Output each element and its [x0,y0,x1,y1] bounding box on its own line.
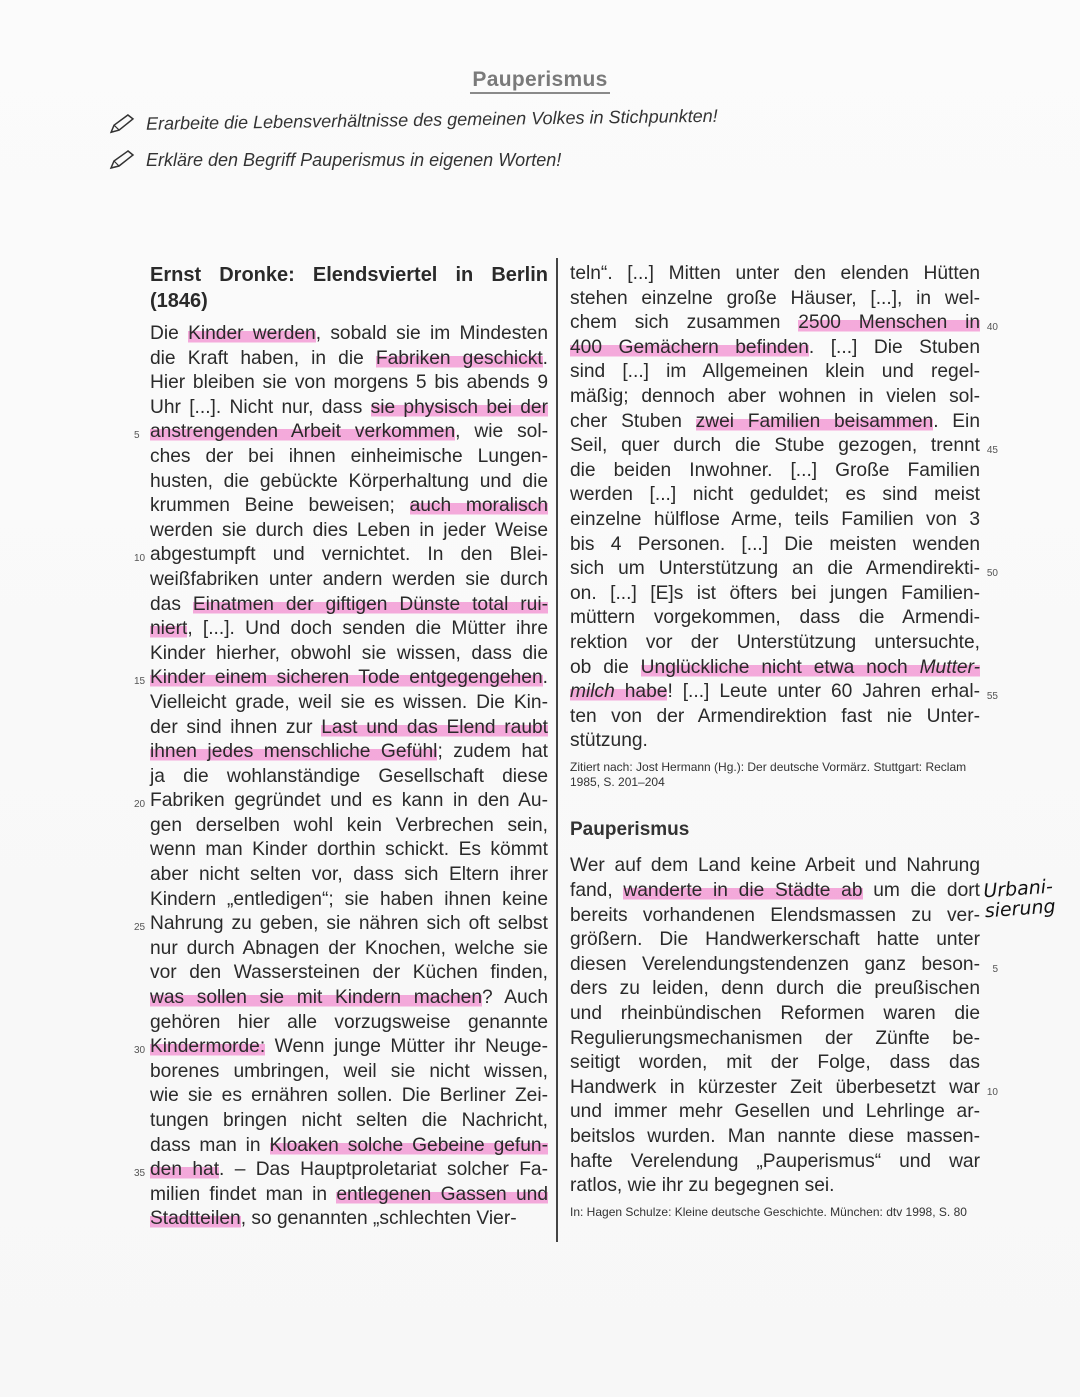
highlighted-text: wanderte in die Städte ab [623,879,863,901]
text-segment: milien findet man in [150,1183,337,1205]
text-line [570,483,980,508]
line-number: 25 [134,922,146,934]
text-segment: Wer auf dem Land keine Arbeit und Nahrung [570,855,980,877]
highlighted-text: anstrengenden Arbeit verkommen [150,421,456,443]
text-segment: abgestumpft und vernichtet. In den Blei- [150,544,548,566]
highlighted-text: habe [614,681,668,703]
highlighted-text: Unglückliche nicht etwa noch [640,656,920,678]
text-segment: Kinder hierher, obwohl sie wissen, dass die [150,642,548,664]
text-line [570,1051,980,1076]
line-number: 40 [986,322,998,334]
text-segment: . [542,667,548,689]
text-line [134,1158,548,1183]
text-line [570,1076,998,1101]
text-line [150,740,548,765]
text-line [150,1011,548,1036]
text-segment: sind [...] im Allgemeinen klein und regel- [570,361,980,383]
source-text-right-column [570,262,998,1220]
text-segment: ob die [570,656,641,678]
text-segment: und rheinbündischen Reformen waren die [570,1002,980,1024]
text-segment: stehen einzelne große Häuser, [...], in wel- [570,287,980,309]
text-line [570,953,998,978]
text-line [150,1109,548,1134]
text-line [150,838,548,863]
text-line [150,691,548,716]
text-line [150,1207,548,1232]
text-segment: on. [...] [E]s ist öfters bei jungen Familien- [570,582,980,604]
text-line [570,1002,980,1027]
text-line [570,434,998,459]
text-segment: Wenn junge Mütter ihr Neuge- [265,1036,548,1058]
text-segment: weißfabriken unter andern werden sie durch [150,568,548,590]
text-line [150,396,548,421]
text-line [570,557,998,582]
text-segment: Hier bleiben sie von morgens 5 bis abends 9 [150,372,548,394]
text-segment: Kindern „entledigen“; sie haben ihnen keine [150,888,548,910]
line-number: 5 [992,963,998,975]
text-line [570,631,980,656]
text-line [570,582,980,607]
text-segment: Nahrung zu geben, sie nähren sich oft selbst [150,913,548,935]
text-segment: nur durch Abnagen der Knochen, welche sie [150,937,548,959]
text-line [150,1084,548,1109]
text-line [570,656,980,681]
text-segment: sich um Unterstützung an die Armendirekti- [570,558,980,580]
text-line [150,617,548,642]
text-line [570,904,980,929]
text-line [150,347,548,372]
line-number: 20 [134,799,146,811]
text-segment: einzelne hülflose Arme, teils Familien von 3 [570,508,980,530]
column-divider [556,258,558,1242]
text-segment: rektion vor der Unterstützung untersuchte, [570,631,980,653]
highlighted-text: auch moralisch [409,495,548,517]
text-segment: Handwerk in kürzester Zeit überbesetzt war [570,1076,980,1098]
text-line [134,543,548,568]
text-line [150,642,548,667]
text-segment: werden sie durch dies Leben in jeder Weise [150,519,548,541]
highlighted-text: Fabriken geschickt [375,347,543,369]
handwritten-note: Urbani-sierung [982,875,1057,923]
definition-heading: Pauperismus [570,818,690,840]
text-segment: hafte Verelendung „Pauperismus“ und war [570,1150,980,1172]
text-segment: die Kraft haben, in die [150,347,376,369]
text-line [570,705,980,730]
text-segment: ? Auch [482,987,548,1009]
source-citation: Zitiert nach: Jost Hermann (Hg.): Der deutsche Vormärz. Stuttgart: Reclam 1985, S. 201–204 [570,759,967,789]
text-segment: ten von der Armendirektion fast nie Unter- [570,705,980,727]
text-segment: ja die wohlanständige Gesellschaft diese [150,765,548,787]
text-segment: chem sich zusammen [570,312,799,334]
text-line [570,854,980,879]
text-line [570,928,980,953]
text-line [150,470,548,495]
text-segment: husten, die gebückte Körperhaltung und die [150,470,548,492]
text-line [570,879,980,904]
line-number: 55 [986,691,998,703]
source-heading: Ernst Dronke: Elendsviertel in Berlin (1846) [150,264,548,312]
text-segment: ders zu leiden, denn durch die preußischen [570,978,980,1000]
text-segment: stützung. [570,730,648,752]
text-line [570,977,980,1002]
text-segment: . – Das Hauptproletariat solcher Fa- [219,1159,548,1181]
text-segment: , sobald sie im Mindesten [315,323,548,344]
highlighted-text: entlegenen Gassen und [336,1183,549,1205]
text-segment: ! [...] Leute unter 60 Jahren erhal- [667,681,981,703]
text-line [150,322,548,347]
highlighted-text: Stadtteilen [150,1208,241,1230]
highlighted-text: milch [570,681,615,703]
text-line [150,568,548,593]
definition-citation: In: Hagen Schulze: Kleine deutsche Geschichte. München: dtv 1998, S. 80 [570,1204,967,1219]
text-segment: und immer mehr Gesellen und Lehrlinge ar- [570,1101,980,1123]
text-line [150,814,548,839]
text-segment: Regulierungsmechanismen der Zünfte be- [570,1027,980,1049]
line-number: 50 [986,568,998,580]
task-1 [108,104,718,137]
text-segment: , [...]. Und doch senden die Mütter ihre [187,618,548,640]
text-segment: diesen Verelendungstendenzen ganz beson- [570,953,980,975]
text-segment: gehören hier alle vorzugsweise genannte [150,1011,548,1033]
text-line [570,1125,980,1150]
line-number: 30 [134,1045,146,1057]
text-segment: krummen Beine beweisen; [150,495,410,517]
text-line [570,385,980,410]
text-segment: Seil, quer durch die Stube gezogen, trennt [570,435,980,457]
highlighted-text: Mutter- [919,656,980,678]
text-segment: . [542,347,548,369]
text-segment: fand, [570,879,624,901]
pencil-icon [108,112,138,136]
line-number: 15 [134,676,146,688]
text-segment: beitslos wurden. Man nannte diese massen- [570,1125,980,1147]
highlighted-text: Kloaken solche Gebeine gefun- [269,1134,548,1156]
line-number: 35 [134,1168,146,1180]
text-line [150,445,548,470]
text-line [150,888,548,913]
line-number: 10 [986,1086,998,1098]
text-line [150,863,548,888]
text-segment: aber nicht selten vor, dass sich Eltern ihrer [150,864,548,886]
text-segment: wenn man Kinder dorthin schickt. Es kömmt [150,839,548,861]
text-segment: bis 4 Personen. [...] Die meisten wenden [570,533,980,555]
text-segment: tungen bringen nicht selten die Nachricht, [150,1110,548,1131]
highlighted-text: Last und das Elend raubt [321,716,548,738]
highlighted-text: Kinder werden [188,323,316,344]
text-line [150,961,548,986]
text-line [570,606,980,631]
line-number: 45 [986,445,998,457]
text-segment: Vielleicht grade, weil sie es wissen. Die Kin- [150,691,548,713]
text-segment: mäßig; dennoch aber wohnen in vielen sol- [570,385,980,407]
text-line [150,765,548,790]
line-number: 10 [134,553,146,565]
text-line [570,1100,980,1125]
text-segment: müttern vorgekommen, dass die Armendi- [570,607,980,629]
text-line [134,1035,548,1060]
line-number: 5 [134,430,140,442]
text-segment: vor den Wassersteinen der Küchen finden, [150,962,548,984]
highlighted-text: Kinder einem sicheren Tode entgegengehen [150,667,543,689]
text-line [570,508,980,533]
text-line [150,494,548,519]
text-segment: der sind ihnen zur [150,716,322,738]
text-segment: Fabriken gegründet und es kann in den Au- [150,790,548,812]
text-line [570,410,980,435]
text-segment: bereits vorhandenen Elendsmassen zu ver- [570,904,980,926]
text-segment: ; zudem hat [437,741,548,763]
text-line [150,937,548,962]
text-segment: , so genannten „schlechten Vier- [240,1208,517,1230]
text-line [150,1060,548,1085]
source-text-left-column [134,262,549,1232]
text-line [150,593,548,618]
text-line [570,533,980,558]
text-segment: borenes umbringen, weil sie nicht wissen, [150,1060,548,1082]
text-segment: Uhr [...]. Nicht nur, dass [150,396,371,418]
highlighted-text: den hat [150,1159,220,1181]
text-segment: das [150,593,193,615]
text-segment: . Ein [933,410,980,432]
task-2 [108,148,561,172]
page-title: Pauperismus [0,68,1080,92]
text-line [570,336,980,361]
text-segment: teln“. [...] Mitten unter den elenden Hütten [570,263,980,284]
text-line [570,262,980,287]
text-line [570,729,980,754]
highlighted-text: ihnen jedes menschliche Gefühl [150,741,438,763]
text-segment: ratlos, wie ihr zu begegnen sei. [570,1175,835,1197]
highlighted-text: Einatmen der giftigen Dünste total rui- [192,593,548,615]
text-line [570,680,998,705]
text-line [134,666,548,691]
text-line [150,986,548,1011]
text-line [150,1134,548,1159]
definition-lines [570,854,998,1198]
text-segment: werden [...] nicht geduldet; es sind meist [570,484,980,506]
text-line [570,459,980,484]
text-segment: . [...] Die Stuben [808,336,980,358]
task-1-text: Erarbeite die Lebensverhältnisse des gemeinen Volkes in Stichpunkten! [145,105,718,134]
text-segment: dass man in [150,1134,270,1156]
highlighted-text: niert [150,618,188,640]
text-line [150,1183,548,1208]
text-segment: , wie sol- [455,421,548,443]
text-line [570,1027,980,1052]
text-segment: gen derselben wohl kein Verbrechen sein, [150,814,548,836]
text-line [570,287,980,312]
text-line [134,912,548,937]
text-line [570,1174,980,1199]
highlighted-text: sie physisch bei der [370,396,548,418]
text-segment: ches der bei ihnen einheimische Lungen- [150,445,548,467]
text-line [134,789,548,814]
highlighted-text: 2500 Menschen in [798,312,980,334]
highlighted-text: 400 Gemächern befinden [570,336,809,358]
source-lines-right [570,262,998,754]
text-segment: um die dort [862,879,980,901]
text-segment: die beiden Inwohner. [...] Große Familien [570,459,980,481]
text-line [150,371,548,396]
text-line [150,519,548,544]
highlighted-text: zwei Familien beisammen [695,410,934,432]
source-lines-left [134,322,549,1232]
highlighted-text: Kindermorde: [150,1036,266,1058]
text-line [570,311,998,336]
text-segment: cher Stuben [570,410,696,432]
text-line [570,360,980,385]
highlighted-text: was sollen sie mit Kindern machen [150,987,482,1009]
text-line [134,420,548,445]
text-line [150,716,548,741]
text-segment: seitigt worden, mit der Folge, dass das [570,1052,980,1074]
text-segment: Die [150,323,189,344]
text-line [570,1150,980,1175]
task-2-text: Erkläre den Begriff Pauperismus in eigenen Worten! [146,149,562,170]
pencil-icon [108,148,138,172]
text-segment: größern. Die Handwerkerschaft hatte unter [570,929,980,951]
text-segment: wie sie es ernähren sollen. Die Berliner Zei- [150,1085,548,1107]
